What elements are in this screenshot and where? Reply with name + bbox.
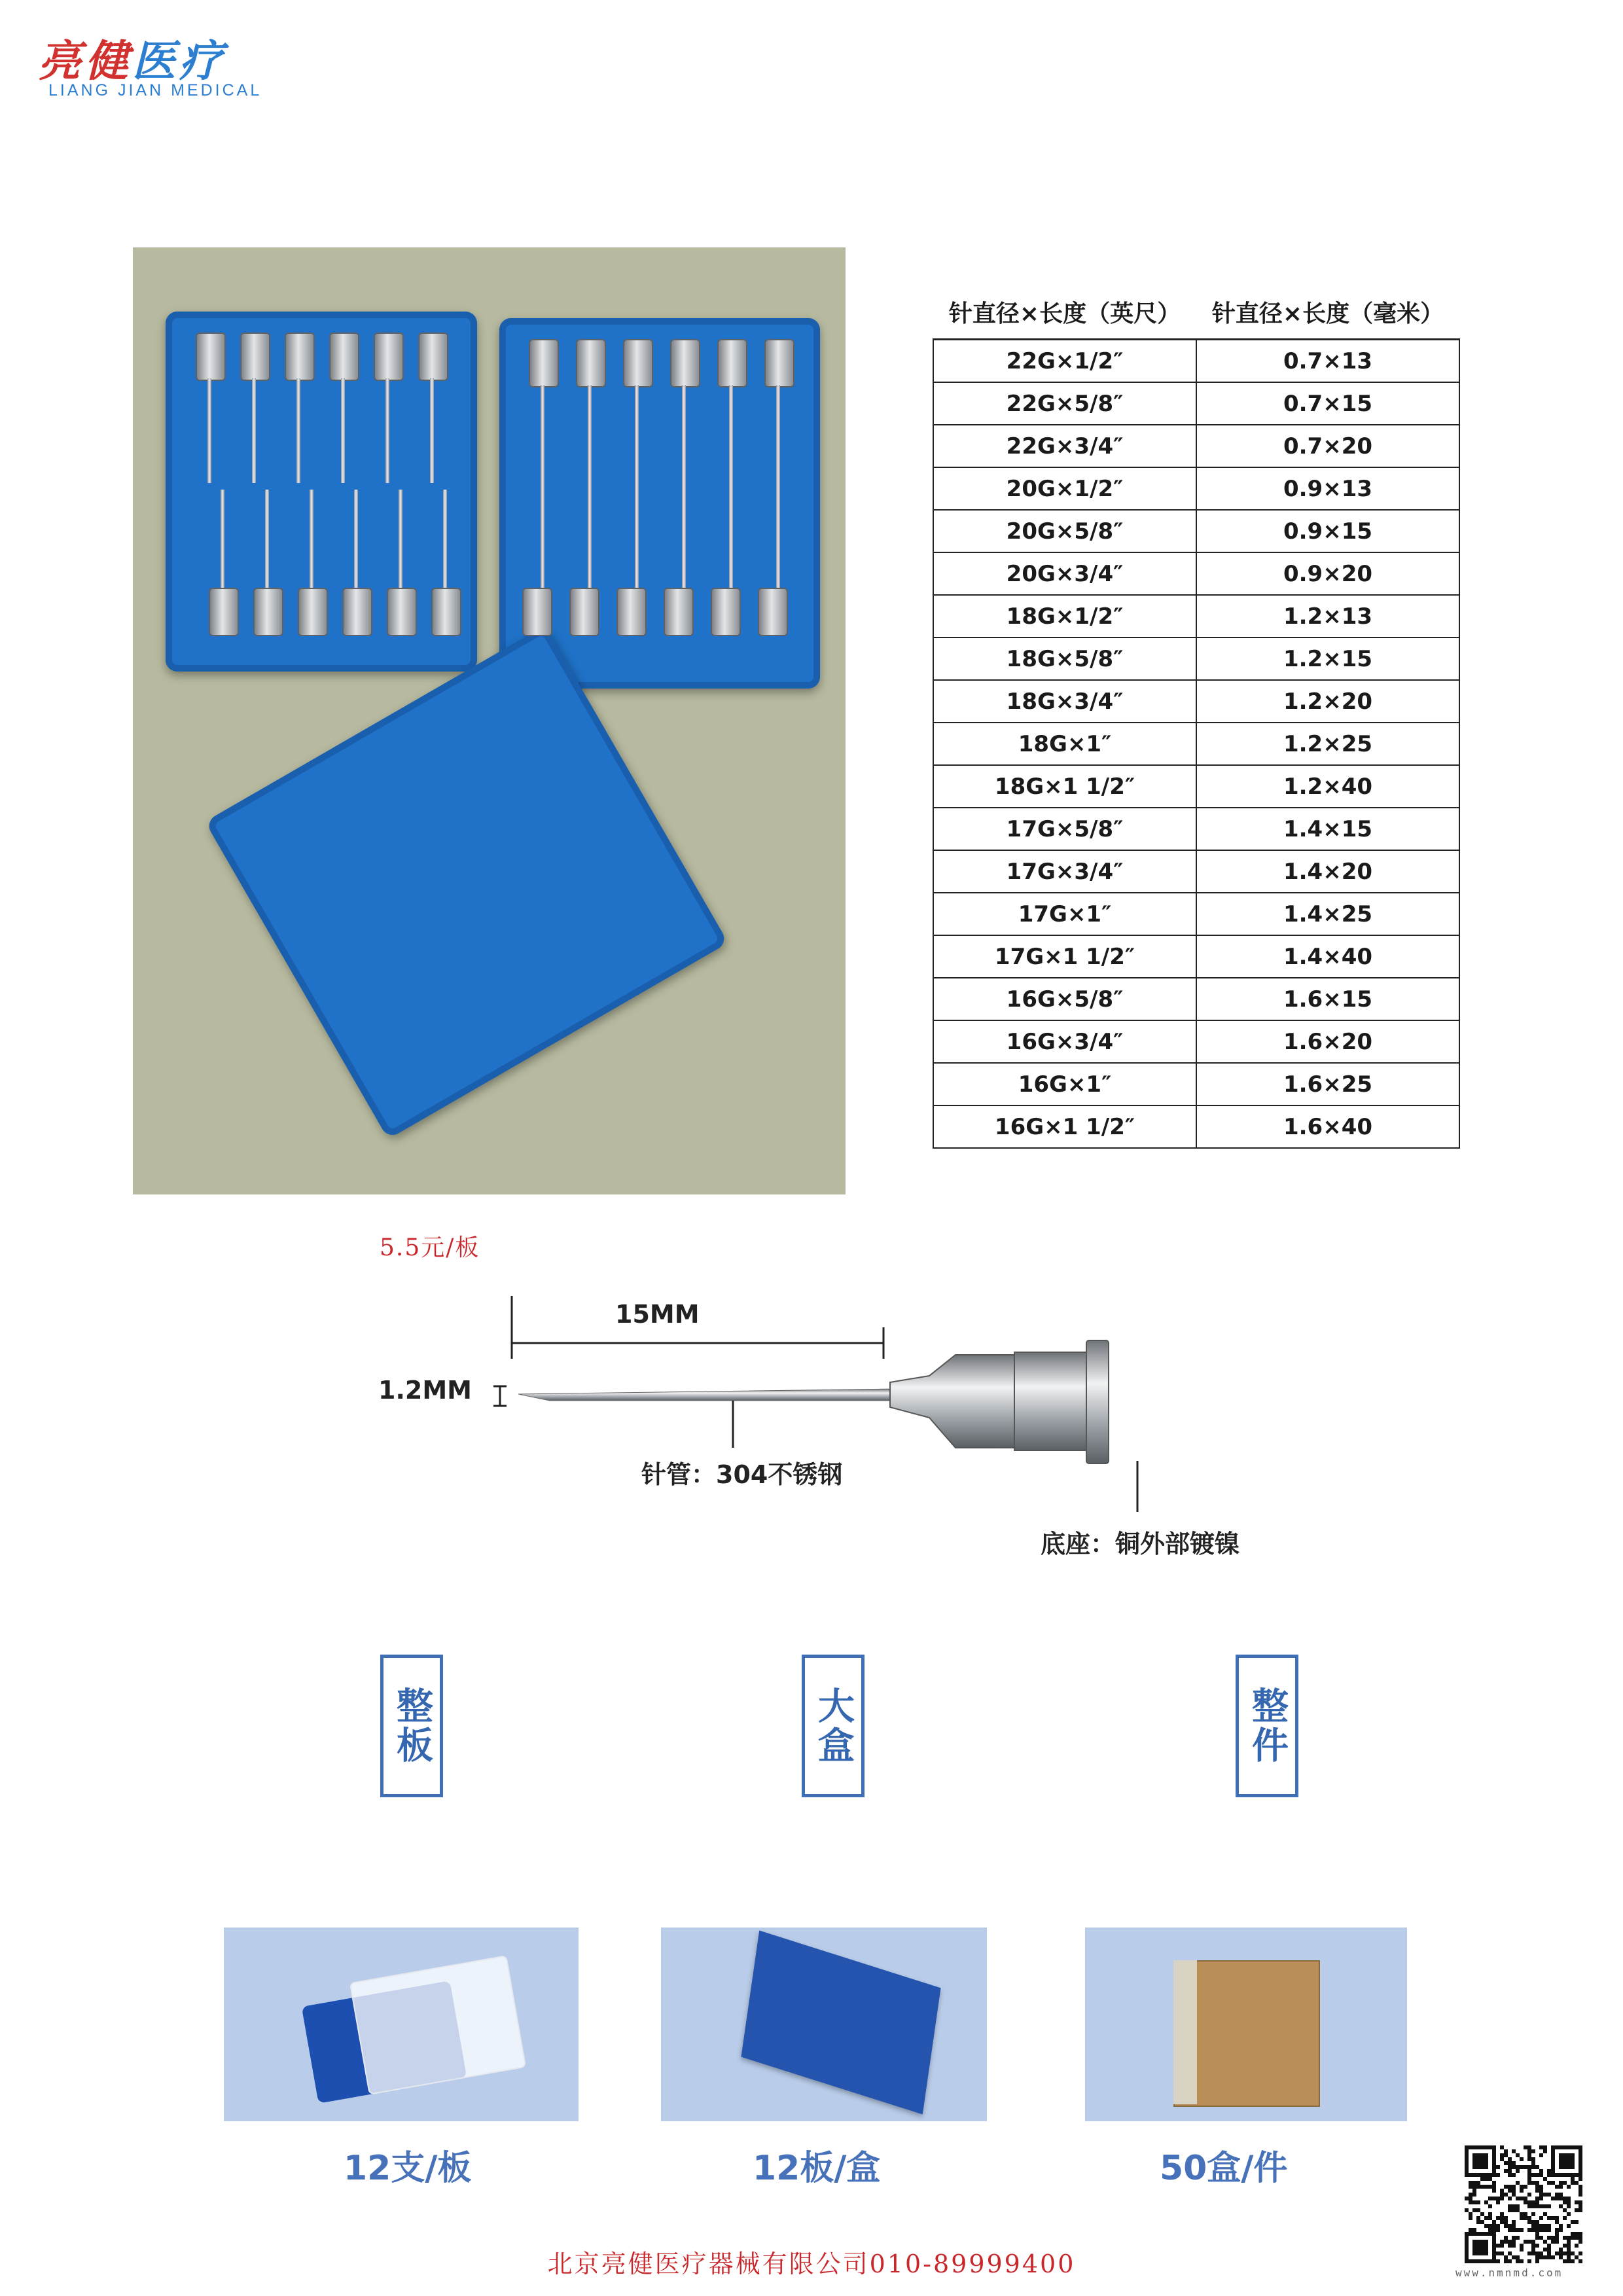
spec-row — [933, 1020, 1459, 1063]
needle-hub-photo — [670, 339, 700, 387]
spec-cell-mm: 1.6×25 — [1196, 1063, 1459, 1105]
spec-cell-inch: 17G×1″ — [933, 893, 1196, 935]
pack-tag-case — [1236, 1655, 1298, 1797]
spec-cell-mm: 0.7×15 — [1196, 382, 1459, 425]
price-label: 5.5元/板 — [380, 1234, 480, 1261]
spec-row — [933, 935, 1459, 978]
needle-shaft-photo — [430, 378, 434, 483]
spec-cell-mm: 0.7×20 — [1196, 425, 1459, 467]
needle-shaft-photo — [341, 378, 345, 483]
spec-cell-inch: 17G×3/4″ — [933, 850, 1196, 893]
needle-hub-photo — [387, 588, 417, 636]
spec-row — [933, 637, 1459, 680]
spec-table-header — [933, 285, 1459, 340]
needle-shaft-photo — [729, 385, 733, 594]
needle-hub-photo — [209, 588, 239, 636]
plate-photo — [224, 1928, 579, 2121]
spec-cell-inch: 20G×3/4″ — [933, 552, 1196, 595]
spec-row — [933, 552, 1459, 595]
brand-name-part2: 医疗 — [132, 35, 226, 86]
needle-shaft-photo — [354, 490, 358, 588]
spec-cell-inch: 16G×3/4″ — [933, 1020, 1196, 1063]
needle-hub-photo — [711, 588, 741, 636]
spec-cell-inch: 18G×3/4″ — [933, 680, 1196, 723]
needle-shaft-photo — [221, 490, 224, 588]
spec-cell-inch: 18G×5/8″ — [933, 637, 1196, 680]
needle-hub-photo — [758, 588, 788, 636]
needle-shaft-photo — [252, 378, 256, 483]
needle-hub-photo — [431, 588, 461, 636]
company-footer: 北京亮健医疗器械有限公司010-89999400 — [547, 2250, 1076, 2278]
spec-row — [933, 467, 1459, 510]
spec-cell-inch: 22G×1/2″ — [933, 340, 1196, 383]
spec-row — [933, 382, 1459, 425]
spec-cell-inch: 16G×5/8″ — [933, 978, 1196, 1020]
pack-tag-box — [802, 1655, 865, 1797]
needle-hub — [890, 1355, 1014, 1448]
spec-row — [933, 723, 1459, 765]
spec-table-body — [933, 340, 1459, 1149]
needle-hub-photo — [196, 332, 226, 381]
diameter-label: 1.2MM — [378, 1376, 472, 1405]
caption-box: 12板/盒 — [753, 2149, 881, 2188]
spec-cell-mm: 0.9×15 — [1196, 510, 1459, 552]
spec-cell-inch: 18G×1 1/2″ — [933, 765, 1196, 808]
spec-row — [933, 340, 1459, 383]
needle-hub-photo — [253, 588, 283, 636]
needle-hub-photo — [298, 588, 328, 636]
spec-cell-inch: 22G×3/4″ — [933, 425, 1196, 467]
needle-hub-photo — [529, 339, 559, 387]
spec-cell-mm: 1.6×15 — [1196, 978, 1459, 1020]
product-photo — [133, 247, 846, 1194]
spec-cell-mm: 1.2×13 — [1196, 595, 1459, 637]
spec-cell-mm: 0.9×20 — [1196, 552, 1459, 595]
brand-name-en: LIANG JIAN MEDICAL — [48, 81, 262, 99]
needle-hub-photo — [664, 588, 694, 636]
spec-row — [933, 893, 1459, 935]
spec-cell-mm: 1.4×20 — [1196, 850, 1459, 893]
needle-hub-photo — [717, 339, 747, 387]
spec-row — [933, 850, 1459, 893]
needle-shaft-photo — [588, 385, 592, 594]
spec-row — [933, 595, 1459, 637]
brand-logo — [38, 26, 226, 88]
spec-cell-mm: 1.2×15 — [1196, 637, 1459, 680]
box-photo — [661, 1928, 987, 2121]
spec-table — [933, 285, 1460, 1149]
needle-hub-photo — [569, 588, 599, 636]
spec-cell-inch: 20G×1/2″ — [933, 467, 1196, 510]
needle-hub-photo — [374, 332, 404, 381]
qr-caption: www.nmnmd.com — [1455, 2267, 1563, 2279]
spec-row — [933, 978, 1459, 1020]
spec-cell-mm: 1.6×40 — [1196, 1105, 1459, 1148]
spec-cell-mm: 0.7×13 — [1196, 340, 1459, 383]
spec-cell-inch: 20G×5/8″ — [933, 510, 1196, 552]
needle-hub-photo — [623, 339, 653, 387]
needle-shaft-photo — [399, 490, 402, 588]
needle-shaft-photo — [265, 490, 269, 588]
spec-cell-mm: 1.6×20 — [1196, 1020, 1459, 1063]
needle-hub-photo — [522, 588, 552, 636]
spec-cell-mm: 1.4×40 — [1196, 935, 1459, 978]
spec-cell-inch: 18G×1/2″ — [933, 595, 1196, 637]
needle-hub-photo — [616, 588, 647, 636]
case-photo — [1085, 1928, 1407, 2121]
needle-shaft-photo — [443, 490, 447, 588]
needle-hub-photo — [329, 332, 359, 381]
spec-row — [933, 1105, 1459, 1148]
needle-tray-bottom — [205, 626, 728, 1139]
needle-hub-photo — [764, 339, 794, 387]
spec-cell-inch: 17G×5/8″ — [933, 808, 1196, 850]
base-material-label: 底座：铜外部镀镍 — [1041, 1530, 1240, 1558]
pack-tag-box-text: 大盒 — [812, 1687, 855, 1765]
spec-cell-inch: 16G×1 1/2″ — [933, 1105, 1196, 1148]
spec-cell-mm: 1.2×20 — [1196, 680, 1459, 723]
needle-hub-photo — [342, 588, 372, 636]
spec-cell-inch: 22G×5/8″ — [933, 382, 1196, 425]
header-mm: 针直径×长度（毫米） — [1196, 285, 1459, 340]
header-inch: 针直径×长度（英尺） — [933, 285, 1196, 340]
spec-cell-inch: 18G×1″ — [933, 723, 1196, 765]
needle-shaft-photo — [385, 378, 389, 483]
spec-row — [933, 808, 1459, 850]
needle-shaft-photo — [541, 385, 544, 594]
spec-cell-mm: 1.4×15 — [1196, 808, 1459, 850]
needle-shaft-photo — [207, 378, 211, 483]
spec-cell-mm: 1.2×25 — [1196, 723, 1459, 765]
spec-row — [933, 425, 1459, 467]
spec-row — [933, 680, 1459, 723]
needle-diagram — [366, 1296, 1257, 1597]
spec-cell-inch: 16G×1″ — [933, 1063, 1196, 1105]
needle-shaft-photo — [682, 385, 686, 594]
spec-cell-mm: 1.2×40 — [1196, 765, 1459, 808]
pack-tag-plate — [380, 1655, 443, 1797]
needle-shaft-photo — [635, 385, 639, 594]
spec-row — [933, 1063, 1459, 1105]
needle-hub-photo — [285, 332, 315, 381]
needle-shaft-photo — [296, 378, 300, 483]
needle-hub-photo — [418, 332, 448, 381]
caption-case: 50盒/件 — [1160, 2149, 1288, 2188]
needle-shaft-photo — [310, 490, 313, 588]
spec-row — [933, 510, 1459, 552]
needle-shaft — [518, 1389, 897, 1401]
needle-shaft-photo — [776, 385, 780, 594]
spec-cell-inch: 17G×1 1/2″ — [933, 935, 1196, 978]
spec-cell-mm: 1.4×25 — [1196, 893, 1459, 935]
length-label: 15MM — [615, 1300, 700, 1329]
spec-cell-mm: 0.9×13 — [1196, 467, 1459, 510]
brand-name-part1: 亮健 — [38, 35, 132, 86]
pack-tag-plate-text: 整板 — [391, 1687, 433, 1765]
needle-hub-photo — [576, 339, 606, 387]
tube-material-label: 针管：304不锈钢 — [641, 1460, 843, 1489]
spec-row — [933, 765, 1459, 808]
needle-hub-photo — [240, 332, 270, 381]
caption-plate: 12支/板 — [344, 2149, 472, 2188]
pack-tag-case-text: 整件 — [1246, 1687, 1289, 1765]
